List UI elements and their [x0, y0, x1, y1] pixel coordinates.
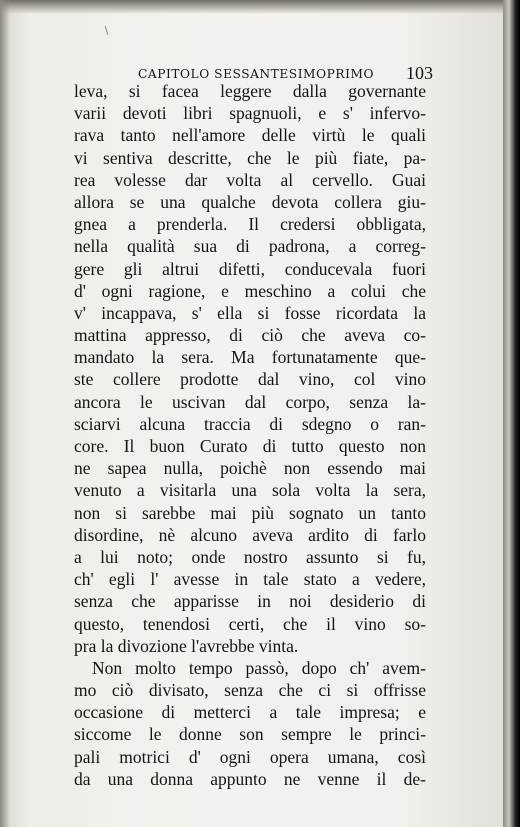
text-line: a lui noto; onde nostro assunto si fu, [74, 546, 426, 567]
text-line: gere gli altrui difetti, conducevala fuori [74, 258, 426, 279]
text-line: mo ciò divisato, senza che ci si offrisse [74, 680, 426, 701]
text-line: questo, tenendosi certi, che il vino so- [74, 613, 426, 634]
text-line: ne sapea nulla, poichè non essendo mai [74, 458, 426, 479]
page-edge-shadow [503, 0, 520, 827]
text-line: sciarvi alcuna traccia di sdegno o ran- [74, 413, 426, 434]
text-line: da una donna appunto ne venne il de- [74, 768, 426, 789]
text-line: mattina appresso, di ciò che aveva co- [74, 325, 426, 346]
text-line: siccome le donne son sempre le princi- [74, 724, 426, 745]
text-line: varii devoti libri spagnuoli, e s' infervo- [74, 103, 426, 124]
text-line: ste collere prodotte dal vino, col vino [74, 369, 426, 390]
text-line: d' ogni ragione, e meschino a colui che [74, 280, 426, 301]
text-line: leva, si facea leggere dalla governante [74, 81, 426, 101]
text-line: occasione di metterci a tale impresa; e [74, 702, 426, 723]
text-line: v' incappava, s' ella si fosse ricordata la [74, 302, 426, 323]
top-shadow [0, 0, 503, 14]
text-line: vi sentiva descritte, che le più fiate, pa- [74, 147, 426, 168]
text-line: non si sarebbe mai più sognato un tanto [74, 502, 426, 523]
text-line: rea volesse dar volta al cervello. Guai [74, 169, 426, 190]
running-title: CAPITOLO SESSANTESIMOPRIMO [138, 67, 375, 81]
text-line: venuto a visitarla una sola volta la sera, [74, 480, 426, 501]
text-line: gnea a prenderla. Il credersi obbligata, [74, 214, 426, 235]
body-text [74, 80, 426, 790]
paper-mark [105, 26, 109, 35]
text-line: ch' egli l' avesse in tale stato a vedere, [74, 569, 426, 590]
text-line: senza che apparisse in noi desiderio di [74, 591, 426, 612]
page-number: 103 [406, 63, 433, 83]
paragraph-start-line: Non molto tempo passò, dopo ch' avem- [92, 657, 426, 678]
text-line: pali motrici d' ogni opera umana, così [74, 746, 426, 767]
gutter-shadow [0, 0, 10, 827]
paragraph-end-line: pra la divozione l'avrebbe vinta. [74, 635, 299, 656]
text-line: core. Il buon Curato di tutto questo non [74, 436, 426, 456]
text-line: ancora le uscivan dal corpo, senza la- [74, 391, 426, 412]
text-line: mandato la sera. Ma fortunatamente que- [74, 347, 426, 368]
text-line: nella qualità sua di padrona, a correg- [74, 236, 426, 257]
text-line: disordine, nè alcuno aveva ardito di farlo [74, 524, 426, 545]
text-line: allora se una qualche devota collera giu- [74, 191, 426, 212]
text-line: rava tanto nell'amore delle virtù le quali [74, 125, 426, 146]
